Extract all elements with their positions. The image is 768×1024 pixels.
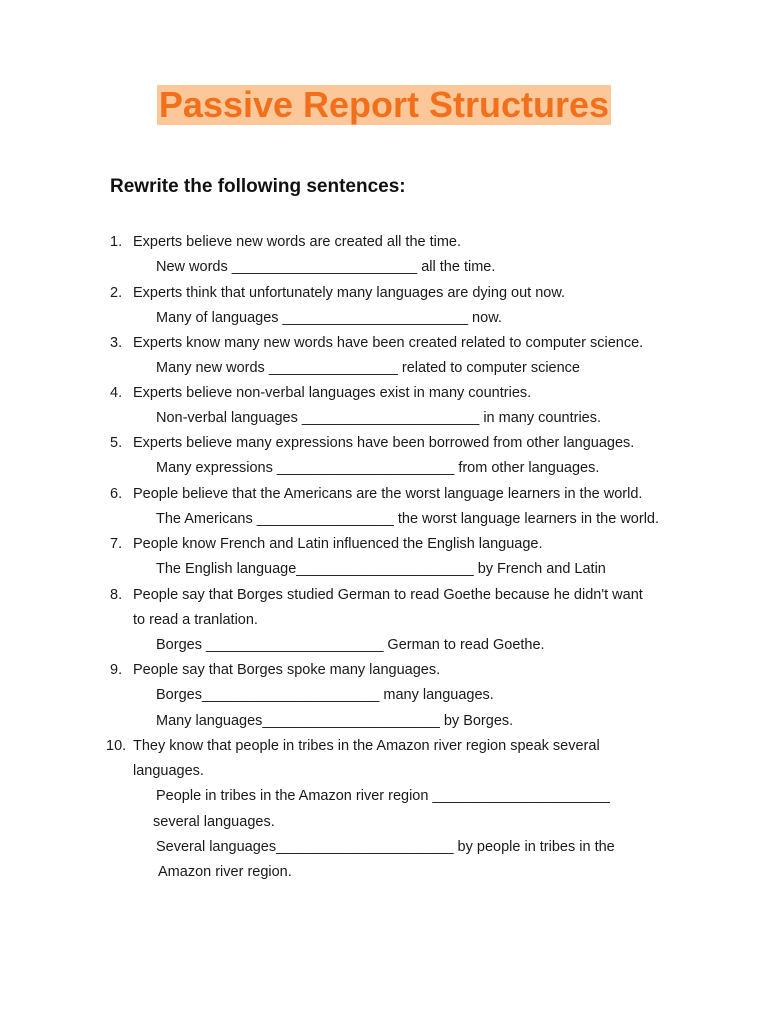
question-text: Experts think that unfortunately many languages are dying out now. xyxy=(133,285,566,301)
answer-line: New words _______________________ all the time. xyxy=(156,259,496,275)
answer-line: Many expressions ______________________ from other languages. xyxy=(156,460,600,476)
answer-line: Non-verbal languages ______________________ in many countries. xyxy=(156,410,602,426)
instructions-heading: Rewrite the following sentences: xyxy=(110,176,406,197)
question-number: 10. xyxy=(106,738,127,754)
question-text: languages. xyxy=(133,763,204,779)
question-text: Experts believe many expressions have been borrowed from other languages. xyxy=(133,435,635,451)
question-text: People say that Borges studied German to read Goethe because he didn't want xyxy=(133,587,643,603)
answer-line: Borges______________________ many languages. xyxy=(156,687,494,703)
answer-line: The English language______________________ by French and Latin xyxy=(156,561,606,577)
answer-line: Many languages______________________ by Borges. xyxy=(156,713,514,729)
question-text: People know French and Latin influenced the English language. xyxy=(133,536,543,552)
question-number: 2. xyxy=(110,285,123,301)
question-text: to read a tranlation. xyxy=(133,612,258,628)
title-wrapper xyxy=(0,85,768,125)
question-number: 7. xyxy=(110,536,123,552)
question-text: Experts believe new words are created all the time. xyxy=(133,234,462,250)
answer-line: several languages. xyxy=(153,814,275,830)
answer-line: Many of languages _______________________ now. xyxy=(156,310,502,326)
question-text: Experts know many new words have been created related to computer science. xyxy=(133,335,644,351)
page-title: Passive Report Structures xyxy=(158,84,610,125)
answer-line: Borges ______________________ German to read Goethe. xyxy=(156,637,545,653)
question-number: 1. xyxy=(110,234,123,250)
answer-line: Several languages______________________ by people in tribes in the xyxy=(156,839,615,855)
question-number: 6. xyxy=(110,486,123,502)
question-text: People say that Borges spoke many languages. xyxy=(133,662,441,678)
answer-line: The Americans _________________ the worst language learners in the world. xyxy=(156,511,660,527)
question-number: 3. xyxy=(110,335,123,351)
answer-line: Amazon river region. xyxy=(158,864,292,880)
question-text: Experts believe non-verbal languages exist in many countries. xyxy=(133,385,532,401)
question-number: 9. xyxy=(110,662,123,678)
question-number: 5. xyxy=(110,435,123,451)
answer-line: People in tribes in the Amazon river region ______________________ xyxy=(156,788,610,804)
answer-line: Many new words ________________ related to computer science xyxy=(156,360,580,376)
question-number: 8. xyxy=(110,587,123,603)
question-text: They know that people in tribes in the Amazon river region speak several xyxy=(133,738,600,754)
question-number: 4. xyxy=(110,385,123,401)
question-text: People believe that the Americans are the worst language learners in the world. xyxy=(133,486,643,502)
